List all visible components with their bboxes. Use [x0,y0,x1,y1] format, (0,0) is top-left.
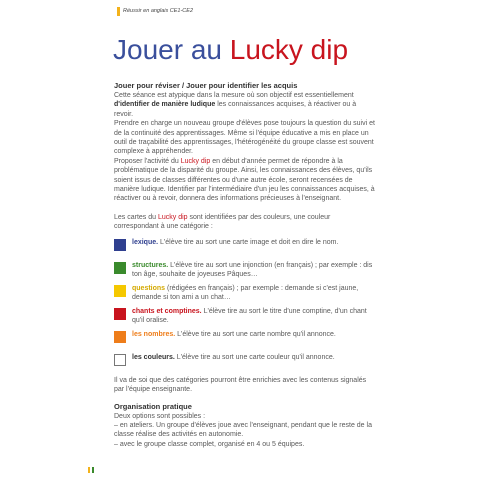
section-heading-1: Jouer pour réviser / Jouer pour identifier les acquis [114,81,298,90]
category-term: les couleurs. [132,353,175,361]
paragraph-4-text-a: Les cartes du [114,213,158,221]
paragraph-3-text-c: en début d'année permet de répondre à la problématique de la disparité du groupe. Ainsi, les connaissances des élèves, qu'ils soient issus de classes différentes ou d'une autre école, seront recensées de manière ludique. Identifier par l'intermédiaire d'un jeu les connaissances acquises, à réactiver ou à revoir, donnera des informations précieuses à l'enseignant. [114,157,375,203]
header-text: Réussir en anglais CE1-CE2 [123,8,194,14]
paragraph-1-text-a: Cette séance est atypique dans la mesure où son objectif est essentiellement [114,92,354,99]
footer-mark [88,467,90,473]
category-description: L'élève tire au sort une carte nombre qu'il annonce. [175,330,336,338]
category-item-chants [114,307,376,330]
paragraph-1-emphasis: d'identifier de manière ludique [114,101,216,109]
category-item-questions [114,284,376,307]
paragraph-2: Prendre en charge un nouveau groupe d'élèves pose toujours la question du suivi et de la continuité des apprentissages. Même si l'équipe éducative a mis en place un outil de traçabilité des apprentissages, l'hétérogénéité du groupe classe est souvent complexe à appréhender. [114,120,375,156]
category-item-couleurs [114,353,376,376]
title-part-1: Jouer au [113,34,230,65]
header-accent-bar [117,7,120,16]
paragraph-4-lucky-dip: Lucky dip [157,213,188,221]
category-item-nombres [114,330,376,353]
category-color-square [114,331,126,343]
options-intro: Deux options sont possibles : [114,412,206,420]
paragraph-3-text-a: Proposer l'activité du [114,157,181,165]
title-part-2: Lucky dip [229,34,349,65]
category-term: questions [132,284,166,292]
category-description: L'élève tire au sort une injonction (en français) ; par exemple : dis ton âge, souhaite de joyeuses Pâques… [132,261,373,279]
paragraph-1-text-c: les connaissances acquises, à réactiver ou à revoir. [114,101,357,118]
footer-mark [92,467,94,473]
category-item-structures [114,261,376,284]
category-color-square [114,285,126,297]
category-color-square [114,308,126,320]
paragraph-3-lucky-dip: Lucky dip [180,157,211,165]
running-header [117,5,193,17]
paragraph-after-categories: Il va de soi que des catégories pourront être enrichies avec les contenus signalés par l'équipe enseignante. [114,376,367,394]
options-list [114,412,376,450]
category-term: lexique. [132,238,159,246]
section-heading-2: Organisation pratique [114,401,192,411]
option-item: – avec le groupe classe complet, organisé en 4 ou 5 équipes. [114,440,305,448]
category-description: L'élève tire au sort une carte image et doit en dire le nom. [158,238,339,246]
category-list [114,238,376,376]
category-color-square [114,262,126,274]
category-term: chants et comptines. [132,307,202,315]
page-title [113,34,348,66]
footer-marks [88,467,94,473]
category-description: L'élève tire au sort le titre d'une comptine, d'un chant qu'il oralise. [132,307,367,325]
category-term: les nombres. [132,330,176,338]
paragraph-3 [114,157,376,204]
category-description: (rédigées en français) ; par exemple : demande si c'est jaune, demande si ton ami a un chat… [132,284,359,302]
paragraph-4 [114,213,376,232]
category-color-square [114,354,126,366]
category-description: L'élève tire au sort une carte couleur qu'il annonce. [174,353,335,361]
paragraph-1 [114,91,376,119]
paragraph-4-text-c: sont identifiées par des couleurs, une couleur correspondant à une catégorie : [114,213,331,231]
category-color-square [114,239,126,251]
category-term: structures. [132,261,169,269]
category-item-lexique [114,238,376,261]
option-item: – en ateliers. Un groupe d'élèves joue avec l'enseignant, pendant que le reste de la classe réalise des activités en autonomie. [114,421,372,439]
main-content [114,81,376,449]
